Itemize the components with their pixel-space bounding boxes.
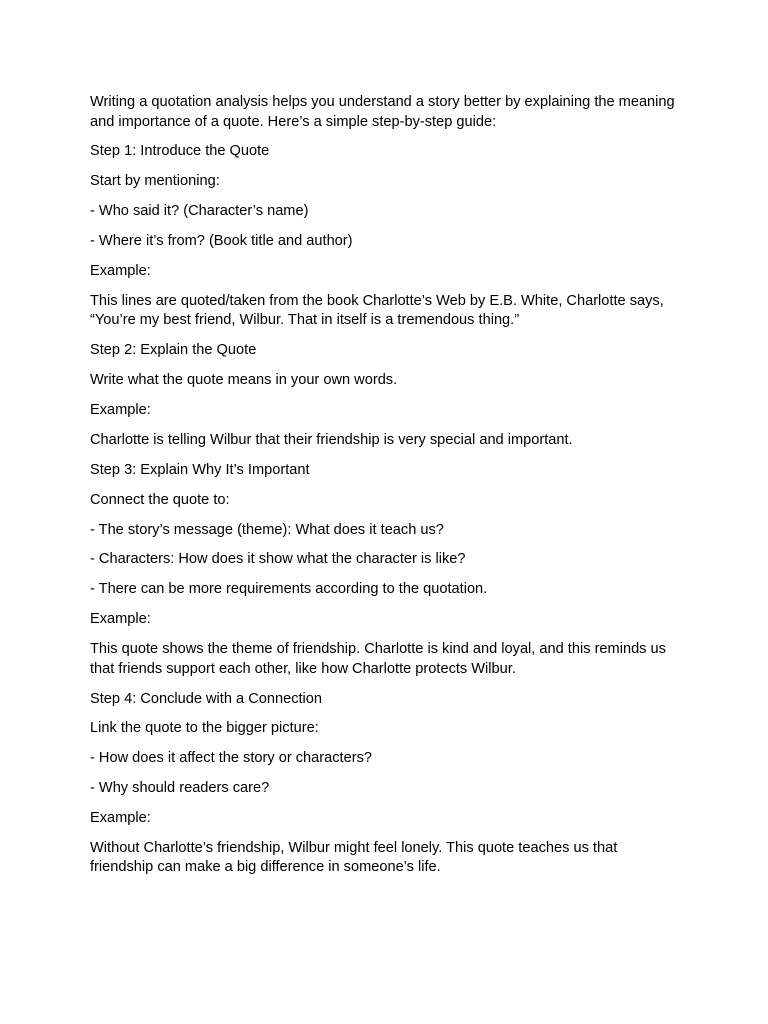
paragraph: Start by mentioning: bbox=[90, 173, 220, 190]
example-label: Example: bbox=[90, 402, 151, 419]
bullet-item: - Why should readers care? bbox=[90, 780, 270, 797]
example-label: Example: bbox=[90, 262, 151, 279]
example-paragraph: Charlotte is telling Wilbur that their friendship is very special and important. bbox=[90, 431, 573, 448]
bullet-item: - How does it affect the story or characters? bbox=[90, 750, 372, 767]
paragraph: Link the quote to the bigger picture: bbox=[90, 720, 319, 737]
step-2-heading: Step 2: Explain the Quote bbox=[90, 342, 257, 359]
step-1-heading: Step 1: Introduce the Quote bbox=[90, 143, 270, 160]
intro-paragraph: Writing a quotation analysis helps you understand a story better by explaining the meaning and importance of a quote. Here’s a simple step-by-step guide: bbox=[90, 94, 675, 130]
bullet-item: - Who said it? (Character’s name) bbox=[90, 203, 309, 220]
example-paragraph: Without Charlotte’s friendship, Wilbur might feel lonely. This quote teaches us that friendship can make a big difference in someone’s life. bbox=[90, 839, 618, 876]
example-paragraph: This quote shows the theme of friendship. Charlotte is kind and loyal, and this reminds us that friends support each other, like how Charlotte protects Wilbur. bbox=[90, 641, 666, 677]
bullet-item: - Characters: How does it show what the character is like? bbox=[90, 551, 466, 568]
bullet-item: - The story’s message (theme): What does it teach us? bbox=[90, 521, 444, 538]
step-4-heading: Step 4: Conclude with a Connection bbox=[90, 690, 323, 707]
example-label: Example: bbox=[90, 611, 151, 628]
example-paragraph: This lines are quoted/taken from the book Charlotte’s Web by E.B. White, Charlotte says, “You’re my best friend, Wilbur. That in itself is a tremendous thing.” bbox=[90, 292, 664, 329]
example-label: Example: bbox=[90, 810, 151, 827]
paragraph: Connect the quote to: bbox=[90, 491, 230, 508]
paragraph: Write what the quote means in your own words. bbox=[90, 372, 398, 389]
bullet-item: - Where it’s from? (Book title and author) bbox=[90, 233, 353, 250]
document-body bbox=[90, 93, 680, 888]
step-3-heading: Step 3: Explain Why It’s Important bbox=[90, 461, 310, 478]
bullet-item: - There can be more requirements according to the quotation. bbox=[90, 581, 488, 598]
